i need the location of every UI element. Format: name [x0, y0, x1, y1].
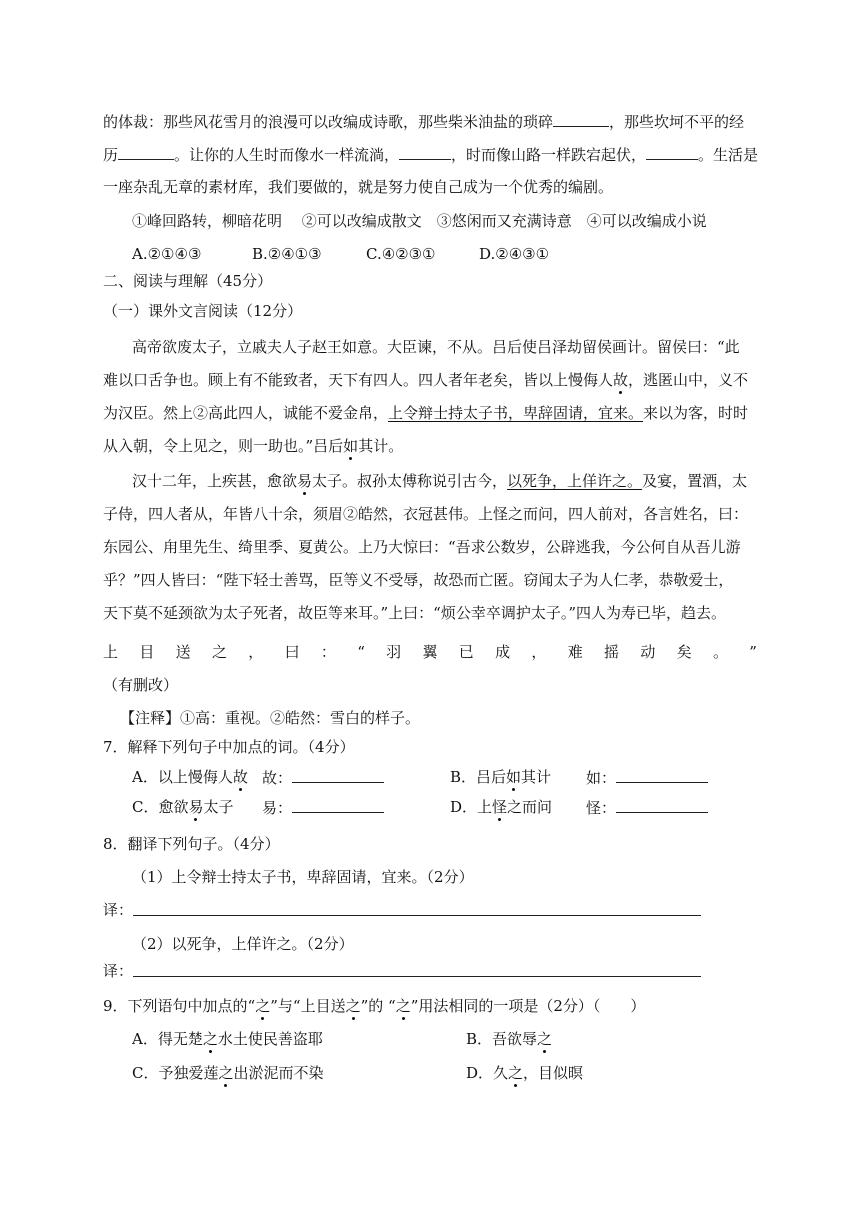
fill-blank-3[interactable] [399, 143, 451, 160]
q8-translate-label-2: 译： [103, 962, 134, 980]
classical-line-2: 难以口舌争也。顾上有不能致者，天下有四人。四人者年老矣，皆以上慢侮人故，逃匿山中，义不 [103, 371, 749, 389]
q8-answer-line-2[interactable] [133, 976, 701, 977]
q7-option-a: A．以上慢侮人故 [132, 768, 248, 786]
classical-line-7: 东园公、甪里先生、绮里季、夏黄公。上乃大惊曰：“吾求公数岁，公辟逃我，今公何自从吾儿游 [103, 538, 741, 556]
passage-line-3: 一座杂乱无章的素材库，我们要做的，就是努力使自己成为一个优秀的编剧。 [103, 178, 614, 196]
classical-line-5: 汉十二年，上疾甚，愈欲易太子。叔孙太傅称说引古今，以死争，上佯许之。及宴，置酒，太 [132, 472, 748, 490]
q9-option-c[interactable]: C．予独爱莲之出淤泥而不染 [132, 1064, 324, 1082]
fill-blank-2[interactable] [118, 143, 174, 160]
choice-line [132, 243, 549, 265]
q9-option-b[interactable]: B．吾欲辱之 [466, 1030, 553, 1048]
q9-option-d[interactable]: D．久之，目似暝 [466, 1064, 584, 1082]
revision-note: （有删改） [103, 676, 179, 694]
section-2-subtitle: （一）课外文言阅读（12分） [103, 302, 303, 320]
q8-sentence-2: （2）以死争，上佯许之。（2分） [132, 935, 354, 953]
choice-a[interactable]: A.②①④③ [132, 245, 202, 263]
q7-option-b-answer: 如： [586, 766, 708, 789]
classical-line-8: 乎？”四人皆曰：“陛下轻士善骂，臣等义不受辱，故恐而亡匿。窃闻太子为人仁孝，恭敬爱士， [103, 571, 734, 589]
underlined-sentence-1: 上令辩士持太子书，卑辞固请，宜来。 [388, 404, 644, 422]
q8-answer-line-1[interactable] [133, 915, 701, 916]
q7-blank-b[interactable] [616, 766, 708, 783]
q7-blank-d[interactable] [616, 796, 708, 813]
q8-translate-label-1: 译： [103, 901, 134, 919]
choice-d[interactable]: D.②④③① [479, 245, 550, 263]
question-8-stem: 8．翻译下列句子。（4分） [103, 835, 280, 853]
q7-option-a-answer: 故： [262, 766, 384, 789]
classical-line-1: 高帝欲废太子，立戚夫人子赵王如意。大臣谏，不从。吕后使吕泽劫留侯画计。留侯曰：“此 [132, 338, 740, 356]
options-line: ①峰回路转，柳暗花明 ②可以改编成散文 ③悠闲而又充满诗意 ④可以改编成小说 [132, 212, 707, 230]
q7-option-c: C．愈欲易太子 [132, 798, 234, 816]
fill-blank-1[interactable] [553, 110, 609, 127]
choice-c[interactable]: C.④②③① [366, 245, 436, 263]
section-2-title: 二、阅读与理解（45分） [103, 272, 273, 290]
q7-blank-a[interactable] [292, 766, 384, 783]
classical-line-6: 子侍，四人者从，年皆八十余，须眉②皓然，衣冠甚伟。上怪之而问，四人前对，各言姓名，曰： [103, 505, 749, 523]
q7-option-d-answer: 怪： [586, 796, 708, 819]
question-7-stem: 7．解释下列句子中加点的词。（4分） [103, 738, 355, 756]
q7-blank-c[interactable] [292, 796, 384, 813]
classical-line-3: 为汉臣。然上②高此四人，诚能不爱金帛，上令辩士持太子书，卑辞固请，宜来。来以为客，时时 [103, 404, 749, 422]
passage-line-1: 的体裁：那些风花雪月的浪漫可以改编成诗歌，那些柴米油盐的琐碎 ，那些坎坷不平的经 [103, 110, 744, 133]
q9-option-a[interactable]: A．得无楚之水土使民善盗耶 [132, 1030, 323, 1048]
choice-b[interactable]: B.②④①③ [252, 245, 322, 263]
q7-option-b: B．吕后如其计 [450, 768, 552, 786]
passage-line-2: 历 。让你的人生时而像水一样流淌， ，时而像山路一样跌宕起伏， 。生活是 [103, 143, 758, 166]
annotation-note: 【注释】①高：重视。②皓然：雪白的样子。 [120, 709, 421, 727]
fill-blank-4[interactable] [646, 143, 698, 160]
question-9-stem: 9．下列语句中加点的“之”与“上目送之”的 “之”用法相同的一项是（2分）（ ） [103, 997, 646, 1015]
q7-option-d: D．上怪之而问 [450, 798, 553, 816]
q7-option-c-answer: 易： [262, 796, 384, 819]
classical-line-10-spread: 上 目 送 之 ， 曰 ： “ 羽 翼 已 成 ， 难 摇 动 矣 。 ” [103, 643, 757, 661]
underlined-sentence-2: 以死争，上佯许之。 [507, 472, 643, 490]
classical-line-4: 从入朝，令上见之，则一助也。”吕后如其计。 [103, 437, 404, 455]
q8-sentence-1: （1）上令辩士持太子书，卑辞固请，宜来。（2分） [132, 868, 474, 886]
classical-line-9: 天下莫不延颈欲为太子死者，故臣等来耳。”上曰：“烦公幸卒调护太子。”四人为寿已毕，趋去。 [103, 604, 727, 622]
